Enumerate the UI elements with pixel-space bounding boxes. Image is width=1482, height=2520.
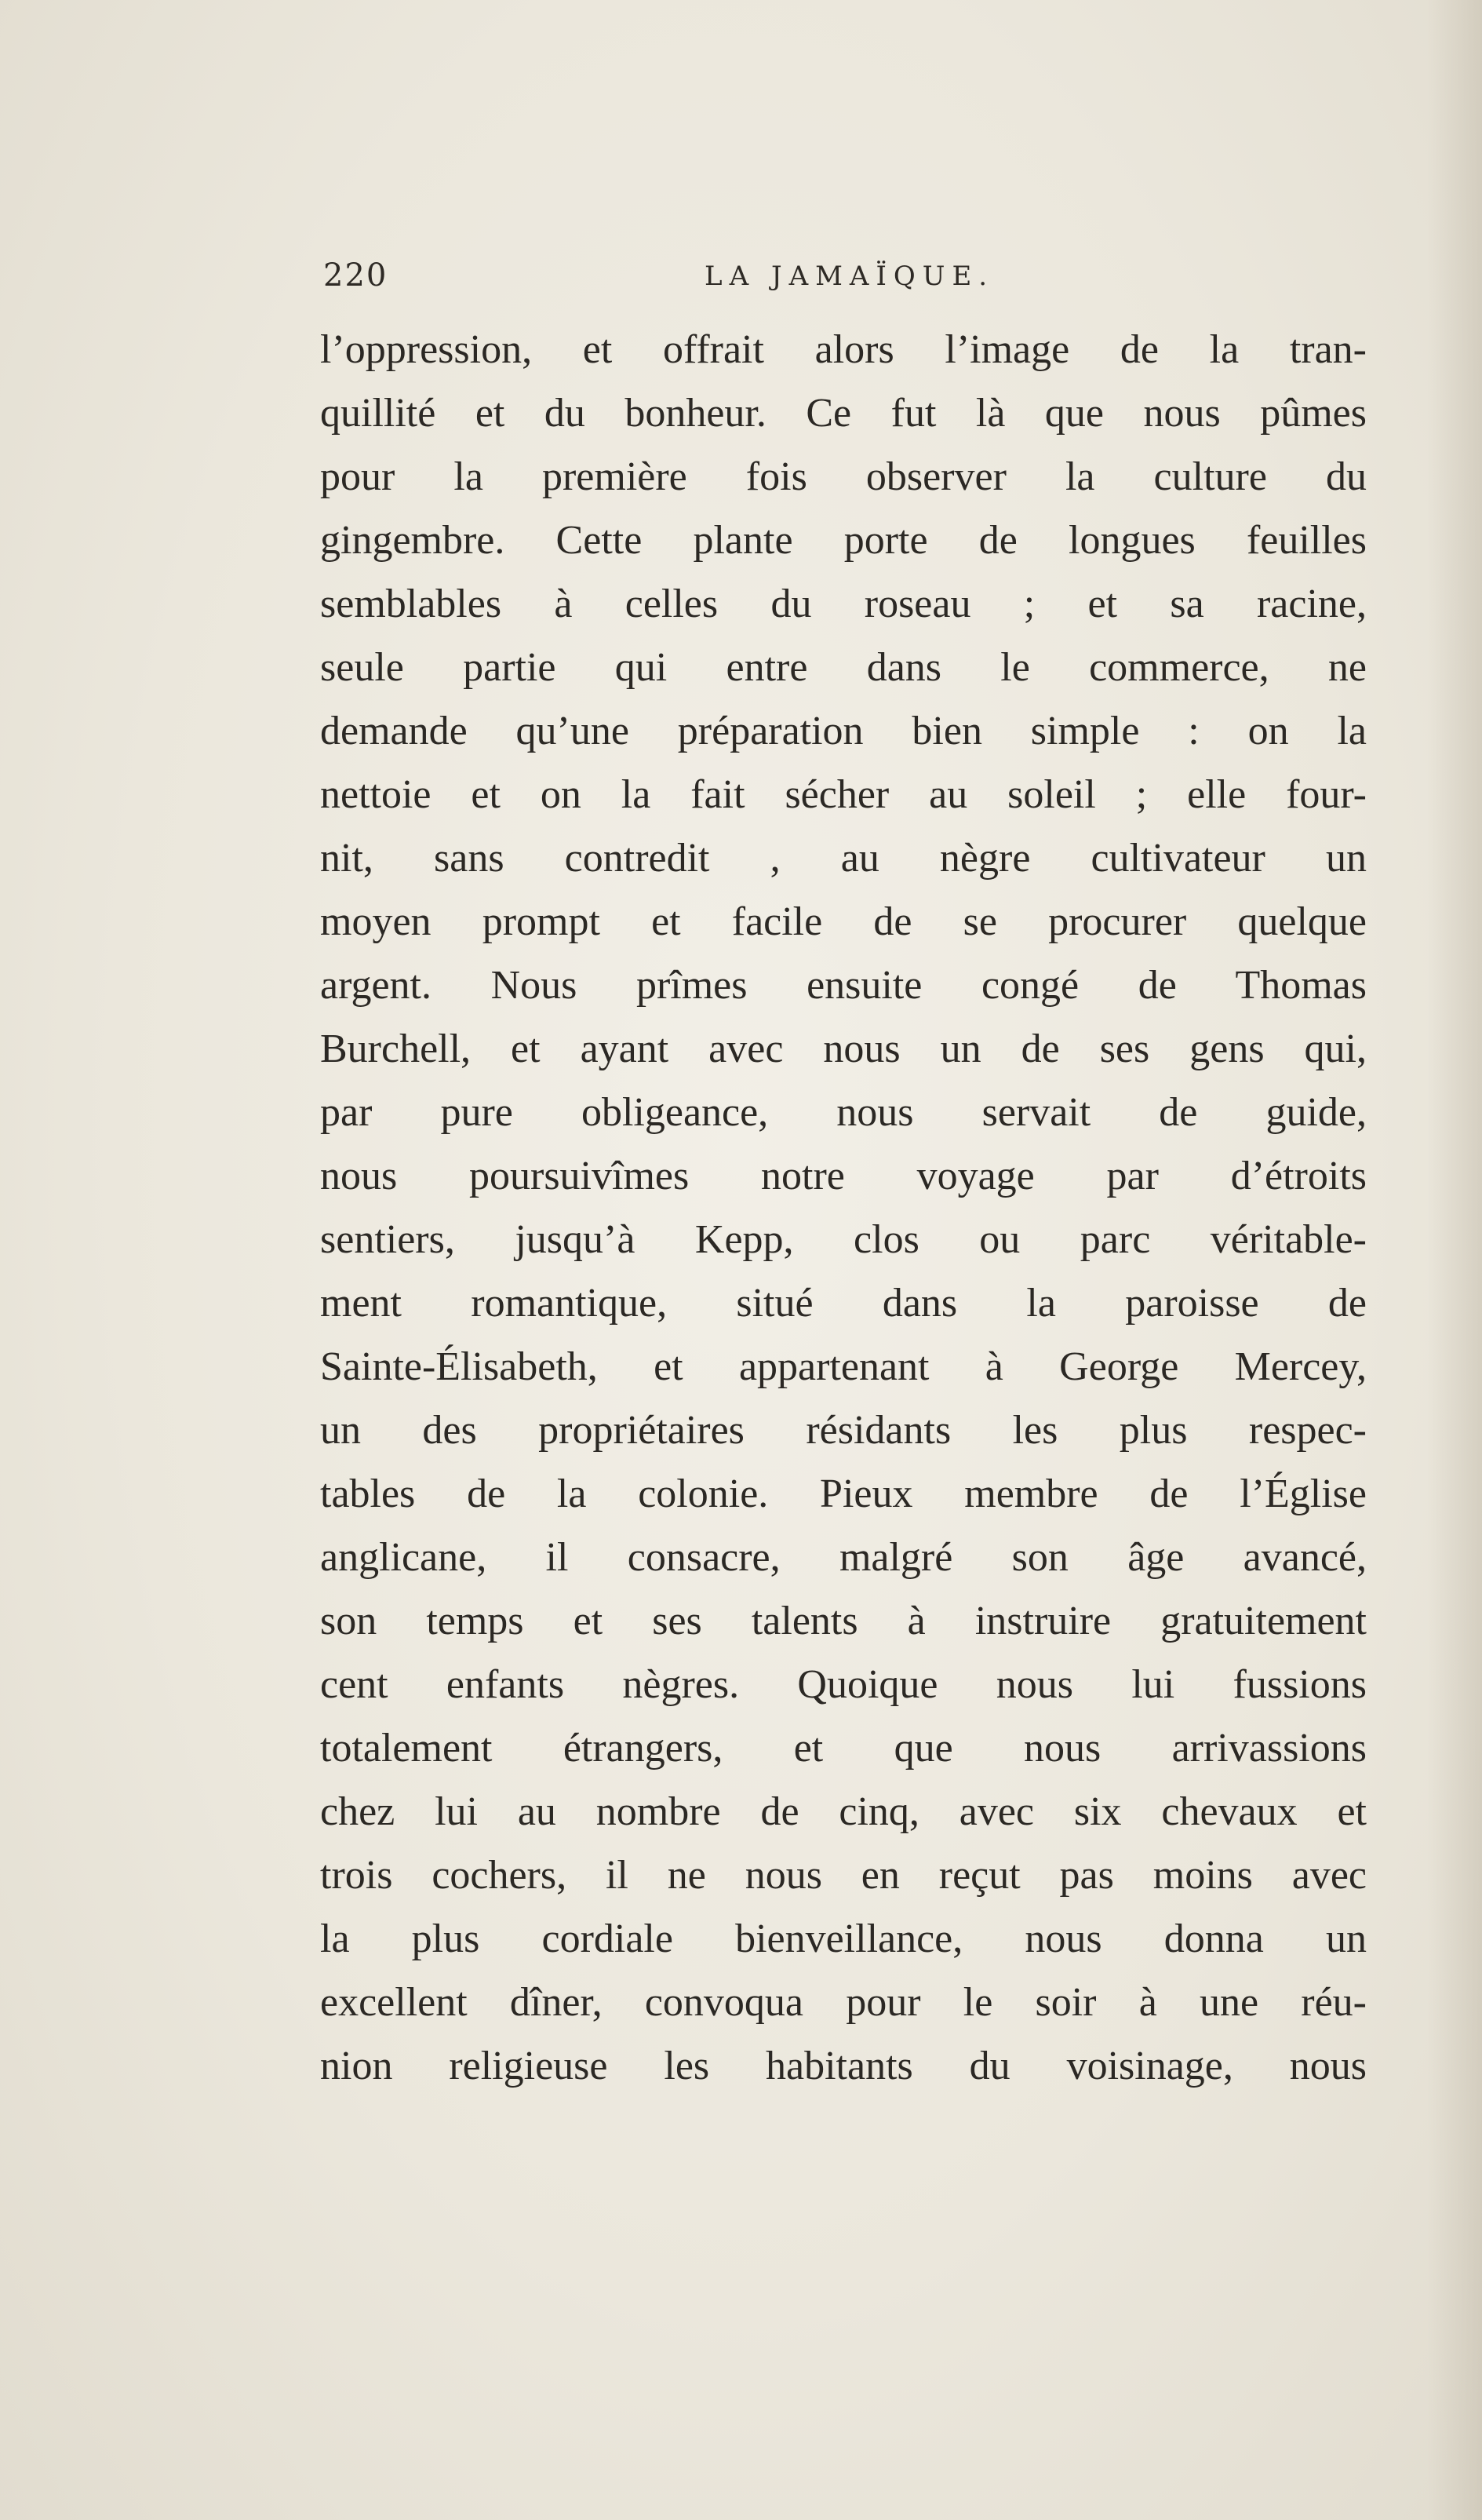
page-header bbox=[320, 257, 1367, 305]
body-text bbox=[320, 318, 1367, 2098]
text-line: la plus cordiale bienveillance, nous donna un bbox=[320, 1916, 1367, 1961]
page-edge-shadow bbox=[1427, 0, 1482, 2520]
text-line: un des propriétaires résidants les plus respec- bbox=[320, 1408, 1367, 1453]
text-line: pour la première fois observer la culture du bbox=[320, 454, 1367, 499]
text-line: gingembre. Cette plante porte de longues feuilles bbox=[320, 518, 1367, 563]
text-line: trois cochers, il ne nous en reçut pas moins avec bbox=[320, 1853, 1367, 1898]
text-line: cent enfants nègres. Quoique nous lui fussions bbox=[320, 1662, 1367, 1707]
text-line: semblables à celles du roseau ; et sa racine, bbox=[320, 582, 1367, 626]
text-line: l’oppression, et offrait alors l’image de la tran- bbox=[320, 327, 1367, 372]
text-line: Sainte-Élisabeth, et appartenant à George Mercey, bbox=[320, 1344, 1367, 1389]
page-number: 220 bbox=[323, 257, 388, 294]
text-line: argent. Nous prîmes ensuite congé de Thomas bbox=[320, 963, 1367, 1008]
text-line: son temps et ses talents à instruire gratuitement bbox=[320, 1599, 1367, 1643]
text-line: sentiers, jusqu’à Kepp, clos ou parc véritable- bbox=[320, 1217, 1367, 1262]
text-line: ment romantique, situé dans la paroisse de bbox=[320, 1281, 1367, 1326]
text-line: quillité et du bonheur. Ce fut là que nous pûmes bbox=[320, 391, 1367, 436]
text-line: nit, sans contredit , au nègre cultivateur un bbox=[320, 836, 1367, 881]
running-head: LA JAMAÏQUE. bbox=[705, 261, 995, 292]
text-line: totalement étrangers, et que nous arrivassions bbox=[320, 1726, 1367, 1771]
text-line: anglicane, il consacre, malgré son âge avancé, bbox=[320, 1535, 1367, 1580]
text-line: Burchell, et ayant avec nous un de ses gens qui, bbox=[320, 1027, 1367, 1071]
text-line: chez lui au nombre de cinq, avec six chevaux et bbox=[320, 1789, 1367, 1834]
text-line: nous poursuivîmes notre voyage par d’étroits bbox=[320, 1154, 1367, 1198]
text-line: moyen prompt et facile de se procurer quelque bbox=[320, 899, 1367, 944]
text-line: demande qu’une préparation bien simple : on la bbox=[320, 709, 1367, 753]
text-line: seule partie qui entre dans le commerce, ne bbox=[320, 645, 1367, 690]
text-line: par pure obligeance, nous servait de guide, bbox=[320, 1090, 1367, 1135]
text-line: nion religieuse les habitants du voisinage, nous bbox=[320, 2044, 1367, 2088]
text-line: tables de la colonie. Pieux membre de l’Église bbox=[320, 1472, 1367, 1516]
text-line: excellent dîner, convoqua pour le soir à une réu- bbox=[320, 1980, 1367, 2025]
text-line: nettoie et on la fait sécher au soleil ; elle four- bbox=[320, 772, 1367, 817]
